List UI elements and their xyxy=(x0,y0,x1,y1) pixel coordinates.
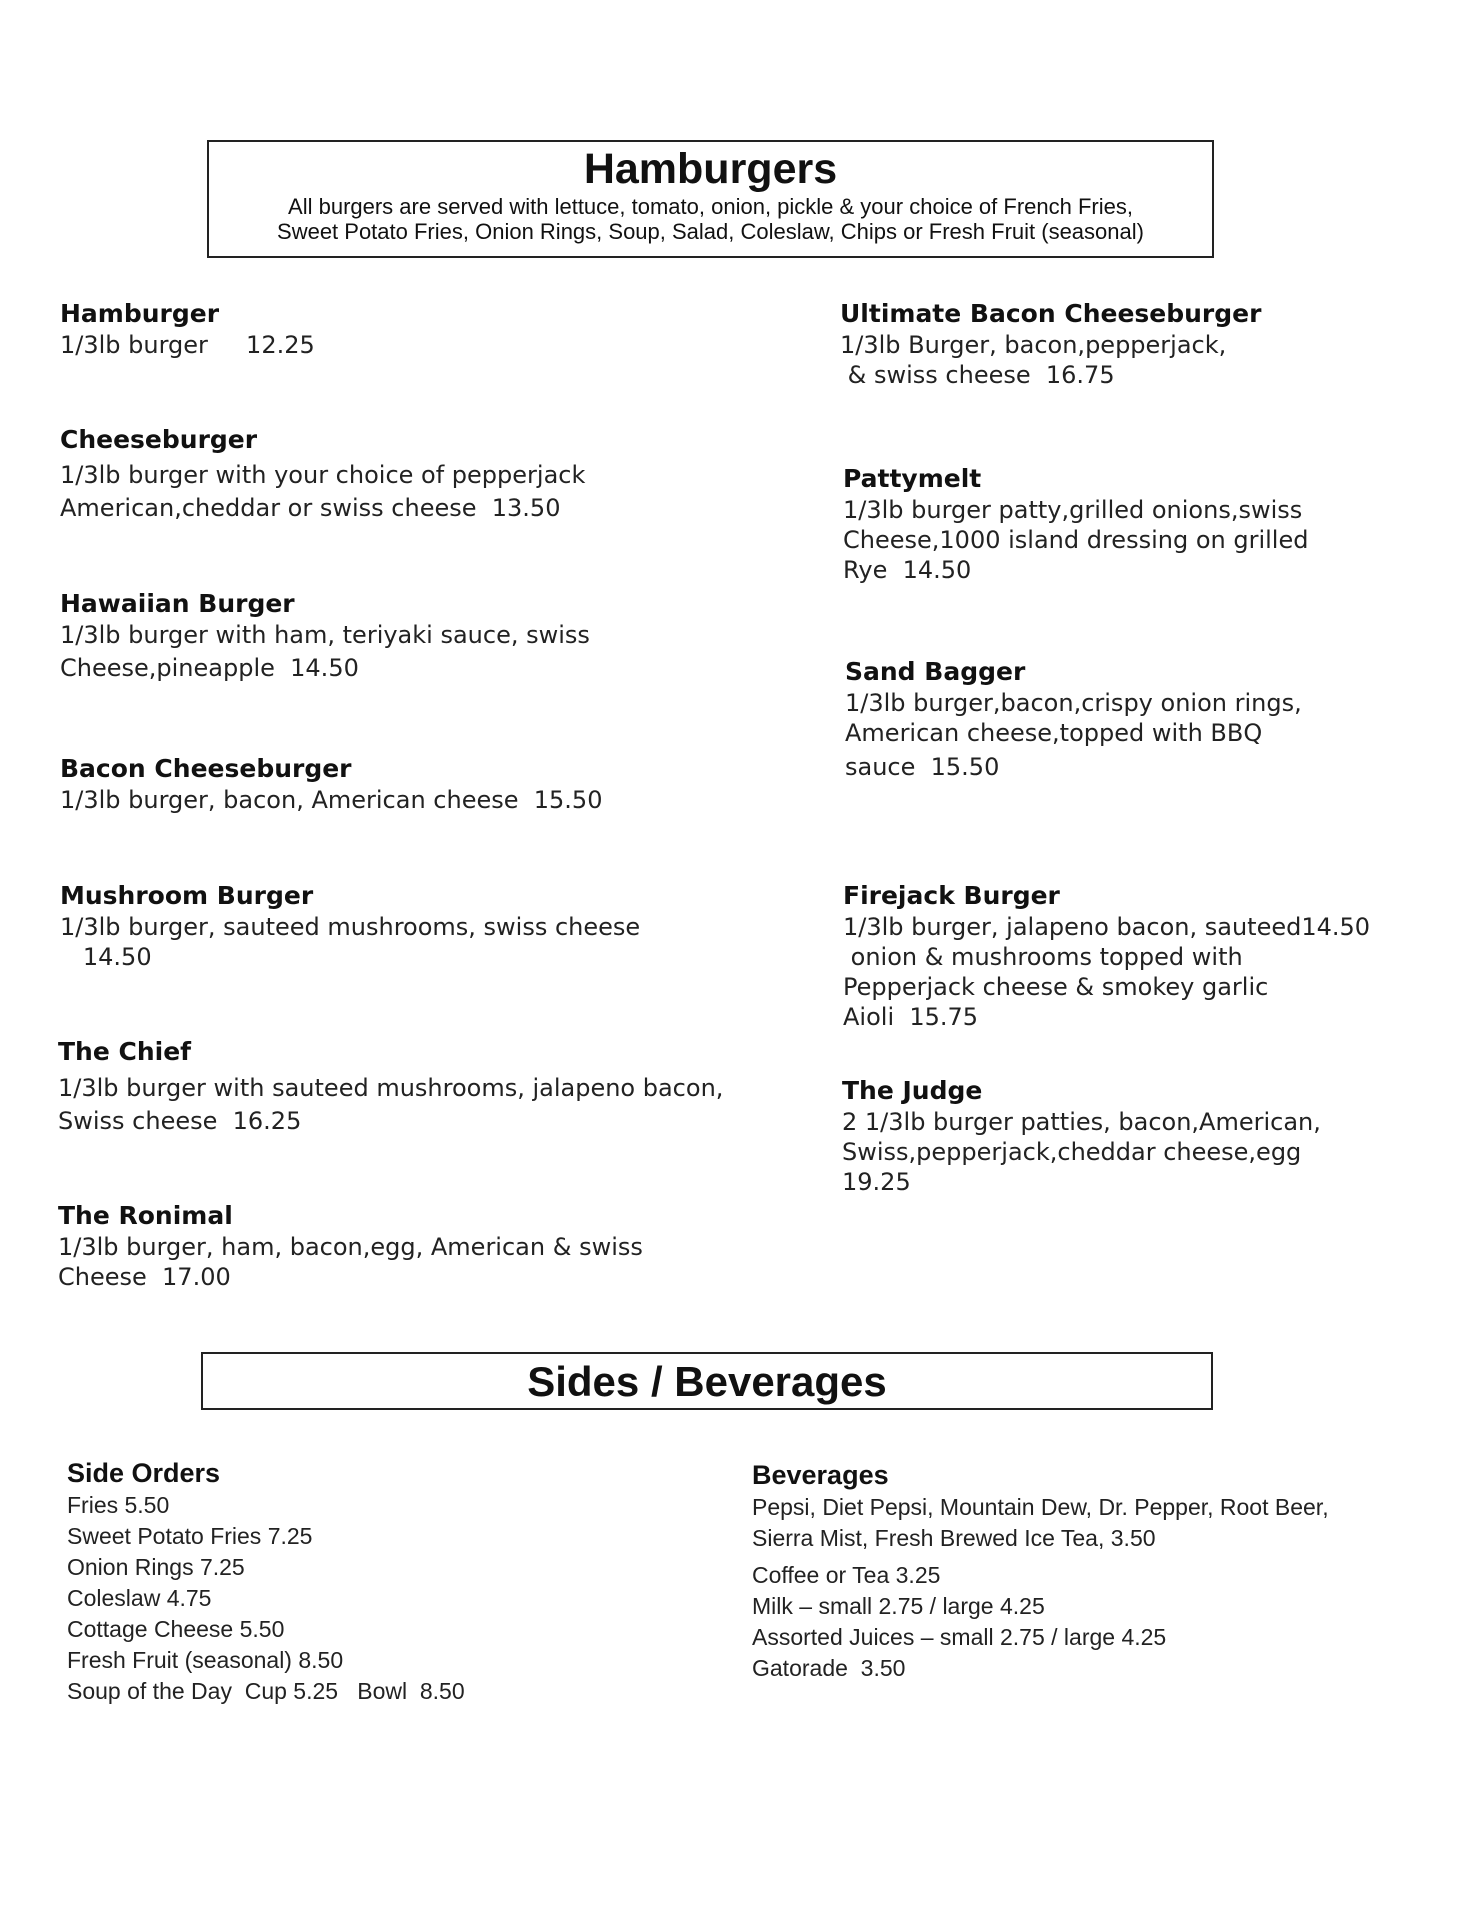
item-name: Ultimate Bacon Cheeseburger xyxy=(840,299,1262,328)
item-desc-line: & swiss cheese 16.75 xyxy=(840,361,1115,389)
beverages-title: Beverages xyxy=(752,1460,889,1490)
item-name: Sand Bagger xyxy=(845,657,1026,686)
sides-beverages-title: Sides / Beverages xyxy=(527,1358,887,1405)
item-desc-line: 1/3lb burger patty,grilled onions,swiss xyxy=(843,496,1303,524)
item-name: The Ronimal xyxy=(58,1201,233,1230)
beverage-line: Gatorade 3.50 xyxy=(752,1655,906,1681)
menu-item-sand-bagger xyxy=(845,656,1302,782)
side-order-line: Sweet Potato Fries 7.25 xyxy=(67,1523,313,1549)
sides-beverages-header-box xyxy=(201,1352,1213,1410)
beverage-line: Pepsi, Diet Pepsi, Mountain Dew, Dr. Pepper, Root Beer, xyxy=(752,1494,1329,1520)
menu-item-the-chief xyxy=(58,1036,723,1136)
beverage-line: Milk – small 2.75 / large 4.25 xyxy=(752,1593,1045,1619)
item-desc-line: Pepperjack cheese & smokey garlic xyxy=(843,973,1269,1001)
item-desc-line: 1/3lb burger, jalapeno bacon, sauteed14.50 xyxy=(843,913,1371,941)
item-desc-line: 1/3lb Burger, bacon,pepperjack, xyxy=(840,331,1227,359)
item-name: Hamburger xyxy=(60,299,220,328)
beverage-line: Sierra Mist, Fresh Brewed Ice Tea, 3.50 xyxy=(752,1525,1156,1551)
beverage-line: Coffee or Tea 3.25 xyxy=(752,1562,941,1588)
item-desc-line: 1/3lb burger,bacon,crispy onion rings, xyxy=(845,689,1302,717)
menu-item-firejack-burger xyxy=(843,880,1370,1032)
item-name: Pattymelt xyxy=(843,464,982,493)
side-orders-title: Side Orders xyxy=(67,1458,221,1488)
side-order-line: Fries 5.50 xyxy=(67,1492,170,1518)
item-desc-line: 14.50 xyxy=(60,943,152,971)
menu-item-the-ronimal xyxy=(58,1200,643,1292)
item-desc-line: American cheese,topped with BBQ xyxy=(845,719,1263,747)
item-desc-line: 1/3lb burger with ham, teriyaki sauce, swiss xyxy=(60,621,590,649)
hamburgers-subtitle-line-2: Sweet Potato Fries, Onion Rings, Soup, Salad, Coleslaw, Chips or Fresh Fruit (seasonal) xyxy=(277,219,1144,244)
item-desc-line: 1/3lb burger, bacon, American cheese 15.50 xyxy=(60,786,603,814)
hamburgers-header-box xyxy=(207,140,1214,258)
item-desc-line: Swiss,pepperjack,cheddar cheese,egg xyxy=(842,1138,1302,1166)
side-order-line: Fresh Fruit (seasonal) 8.50 xyxy=(67,1647,344,1673)
menu-item-pattymelt xyxy=(843,463,1308,585)
item-name: Mushroom Burger xyxy=(60,881,314,910)
item-name: The Chief xyxy=(58,1037,192,1066)
side-order-line: Coleslaw 4.75 xyxy=(67,1585,212,1611)
item-desc-line: 1/3lb burger, ham, bacon,egg, American & swiss xyxy=(58,1233,643,1261)
hamburgers-subtitle-line-1: All burgers are served with lettuce, tomato, onion, pickle & your choice of French Fries, xyxy=(288,194,1133,219)
menu-item-mushroom-burger xyxy=(60,880,640,972)
side-order-line: Onion Rings 7.25 xyxy=(67,1554,245,1580)
item-desc-line: Cheese,pineapple 14.50 xyxy=(60,654,359,682)
menu-item-hawaiian-burger xyxy=(60,588,590,683)
menu-item-bacon-cheeseburger xyxy=(60,753,602,815)
item-desc-line: 1/3lb burger, sauteed mushrooms, swiss cheese xyxy=(60,913,641,941)
item-desc-line: 1/3lb burger with sauteed mushrooms, jalapeno bacon, xyxy=(58,1074,724,1102)
item-desc-line: 2 1/3lb burger patties, bacon,American, xyxy=(842,1108,1321,1136)
beverage-line: Assorted Juices – small 2.75 / large 4.25 xyxy=(752,1624,1167,1650)
item-desc-line: 1/3lb burger 12.25 xyxy=(60,331,315,359)
menu-item-cheeseburger xyxy=(60,424,585,523)
item-name: Firejack Burger xyxy=(843,881,1060,910)
item-desc-line: sauce 15.50 xyxy=(845,753,1000,781)
side-orders-section xyxy=(67,1456,465,1707)
item-name: Hawaiian Burger xyxy=(60,589,295,618)
item-desc-line: American,cheddar or swiss cheese 13.50 xyxy=(60,494,561,522)
menu-item-ultimate-bacon-cheeseburger xyxy=(840,298,1261,390)
item-desc-line: Cheese,1000 island dressing on grilled xyxy=(843,526,1309,554)
hamburgers-title: Hamburgers xyxy=(583,145,838,193)
item-desc-line: 19.25 xyxy=(842,1168,911,1196)
side-order-line: Soup of the Day Cup 5.25 Bowl 8.50 xyxy=(67,1678,465,1704)
item-desc-line: Cheese 17.00 xyxy=(58,1263,231,1291)
menu-item-the-judge xyxy=(842,1075,1321,1197)
menu-item-hamburger xyxy=(60,298,315,360)
beverages-section xyxy=(752,1458,1329,1684)
item-name: Bacon Cheeseburger xyxy=(60,754,352,783)
side-order-line: Cottage Cheese 5.50 xyxy=(67,1616,285,1642)
item-desc-line: Aioli 15.75 xyxy=(843,1003,979,1031)
item-desc-line: 1/3lb burger with your choice of pepperjack xyxy=(60,461,586,489)
item-name: Cheeseburger xyxy=(60,425,258,454)
item-desc-line: Swiss cheese 16.25 xyxy=(58,1107,302,1135)
item-desc-line: onion & mushrooms topped with xyxy=(843,943,1243,971)
item-name: The Judge xyxy=(842,1076,983,1105)
item-desc-line: Rye 14.50 xyxy=(843,556,972,584)
